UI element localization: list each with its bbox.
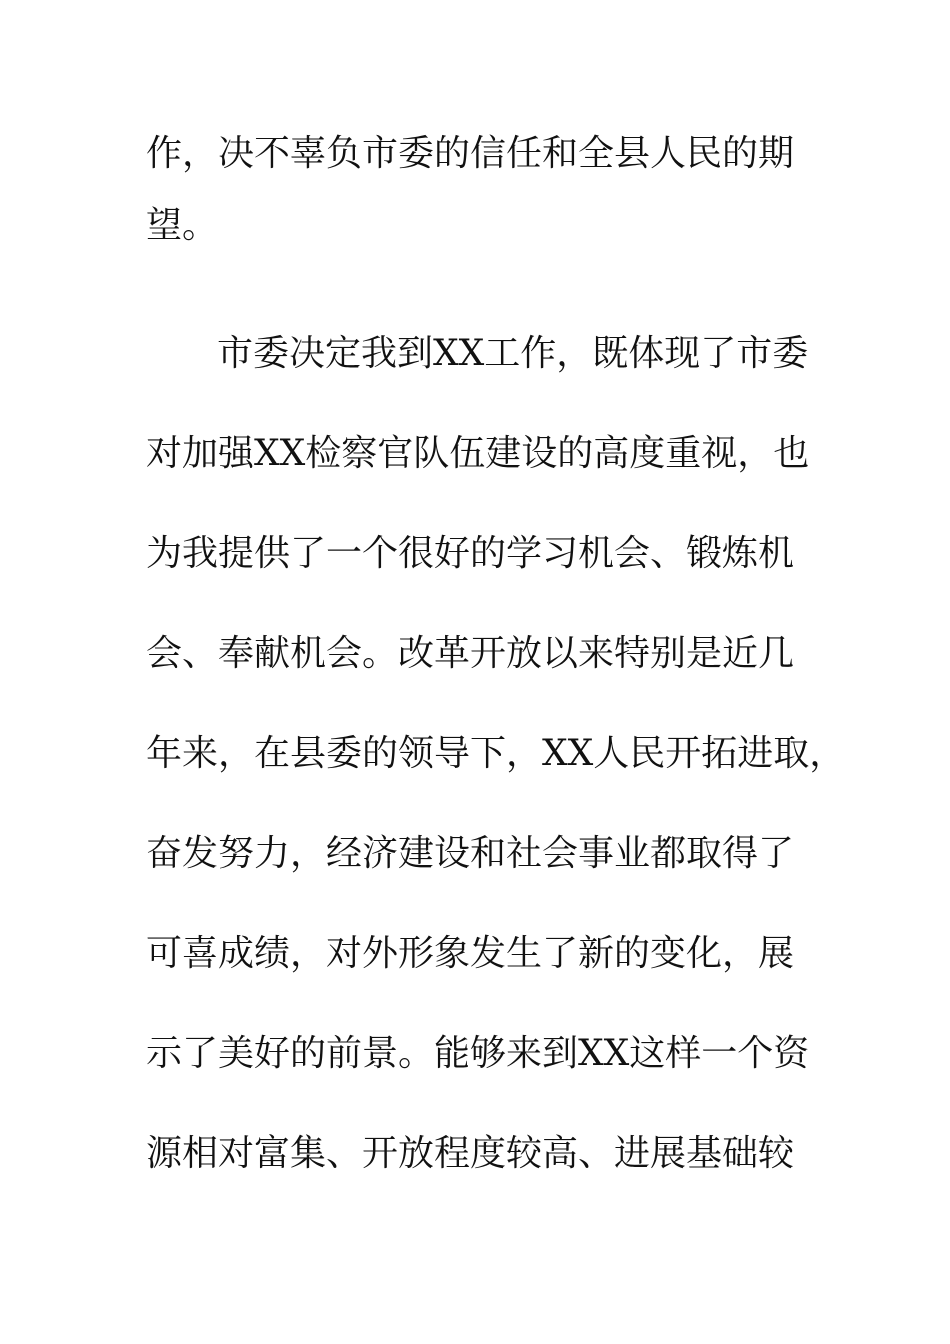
text-line: 源相对富集、开放程度较高、进展基础较 — [146, 1133, 795, 1174]
text-line: 作，决不辜负市委的信任和全县人民的期 — [146, 133, 795, 174]
text-line: 为我提供了一个很好的学习机会、锻炼机 — [146, 533, 795, 574]
text-line: 对加强XX检察官队伍建设的高度重视，也 — [146, 433, 810, 474]
text-line: 年来，在县委的领导下，XX人民开拓进取， — [146, 733, 846, 774]
text-line: 会、奉献机会。改革开放以来特别是近几 — [146, 633, 795, 674]
text-line: 望。 — [146, 205, 219, 246]
paragraph-first-line: 市委决定我到XX工作，既体现了市委 — [217, 333, 809, 374]
text-line: 奋发努力，经济建设和社会事业都取得了 — [146, 833, 795, 874]
text-line: 示了美好的前景。能够来到XX这样一个资 — [146, 1033, 810, 1074]
text-line: 可喜成绩，对外形象发生了新的变化，展 — [146, 933, 795, 974]
